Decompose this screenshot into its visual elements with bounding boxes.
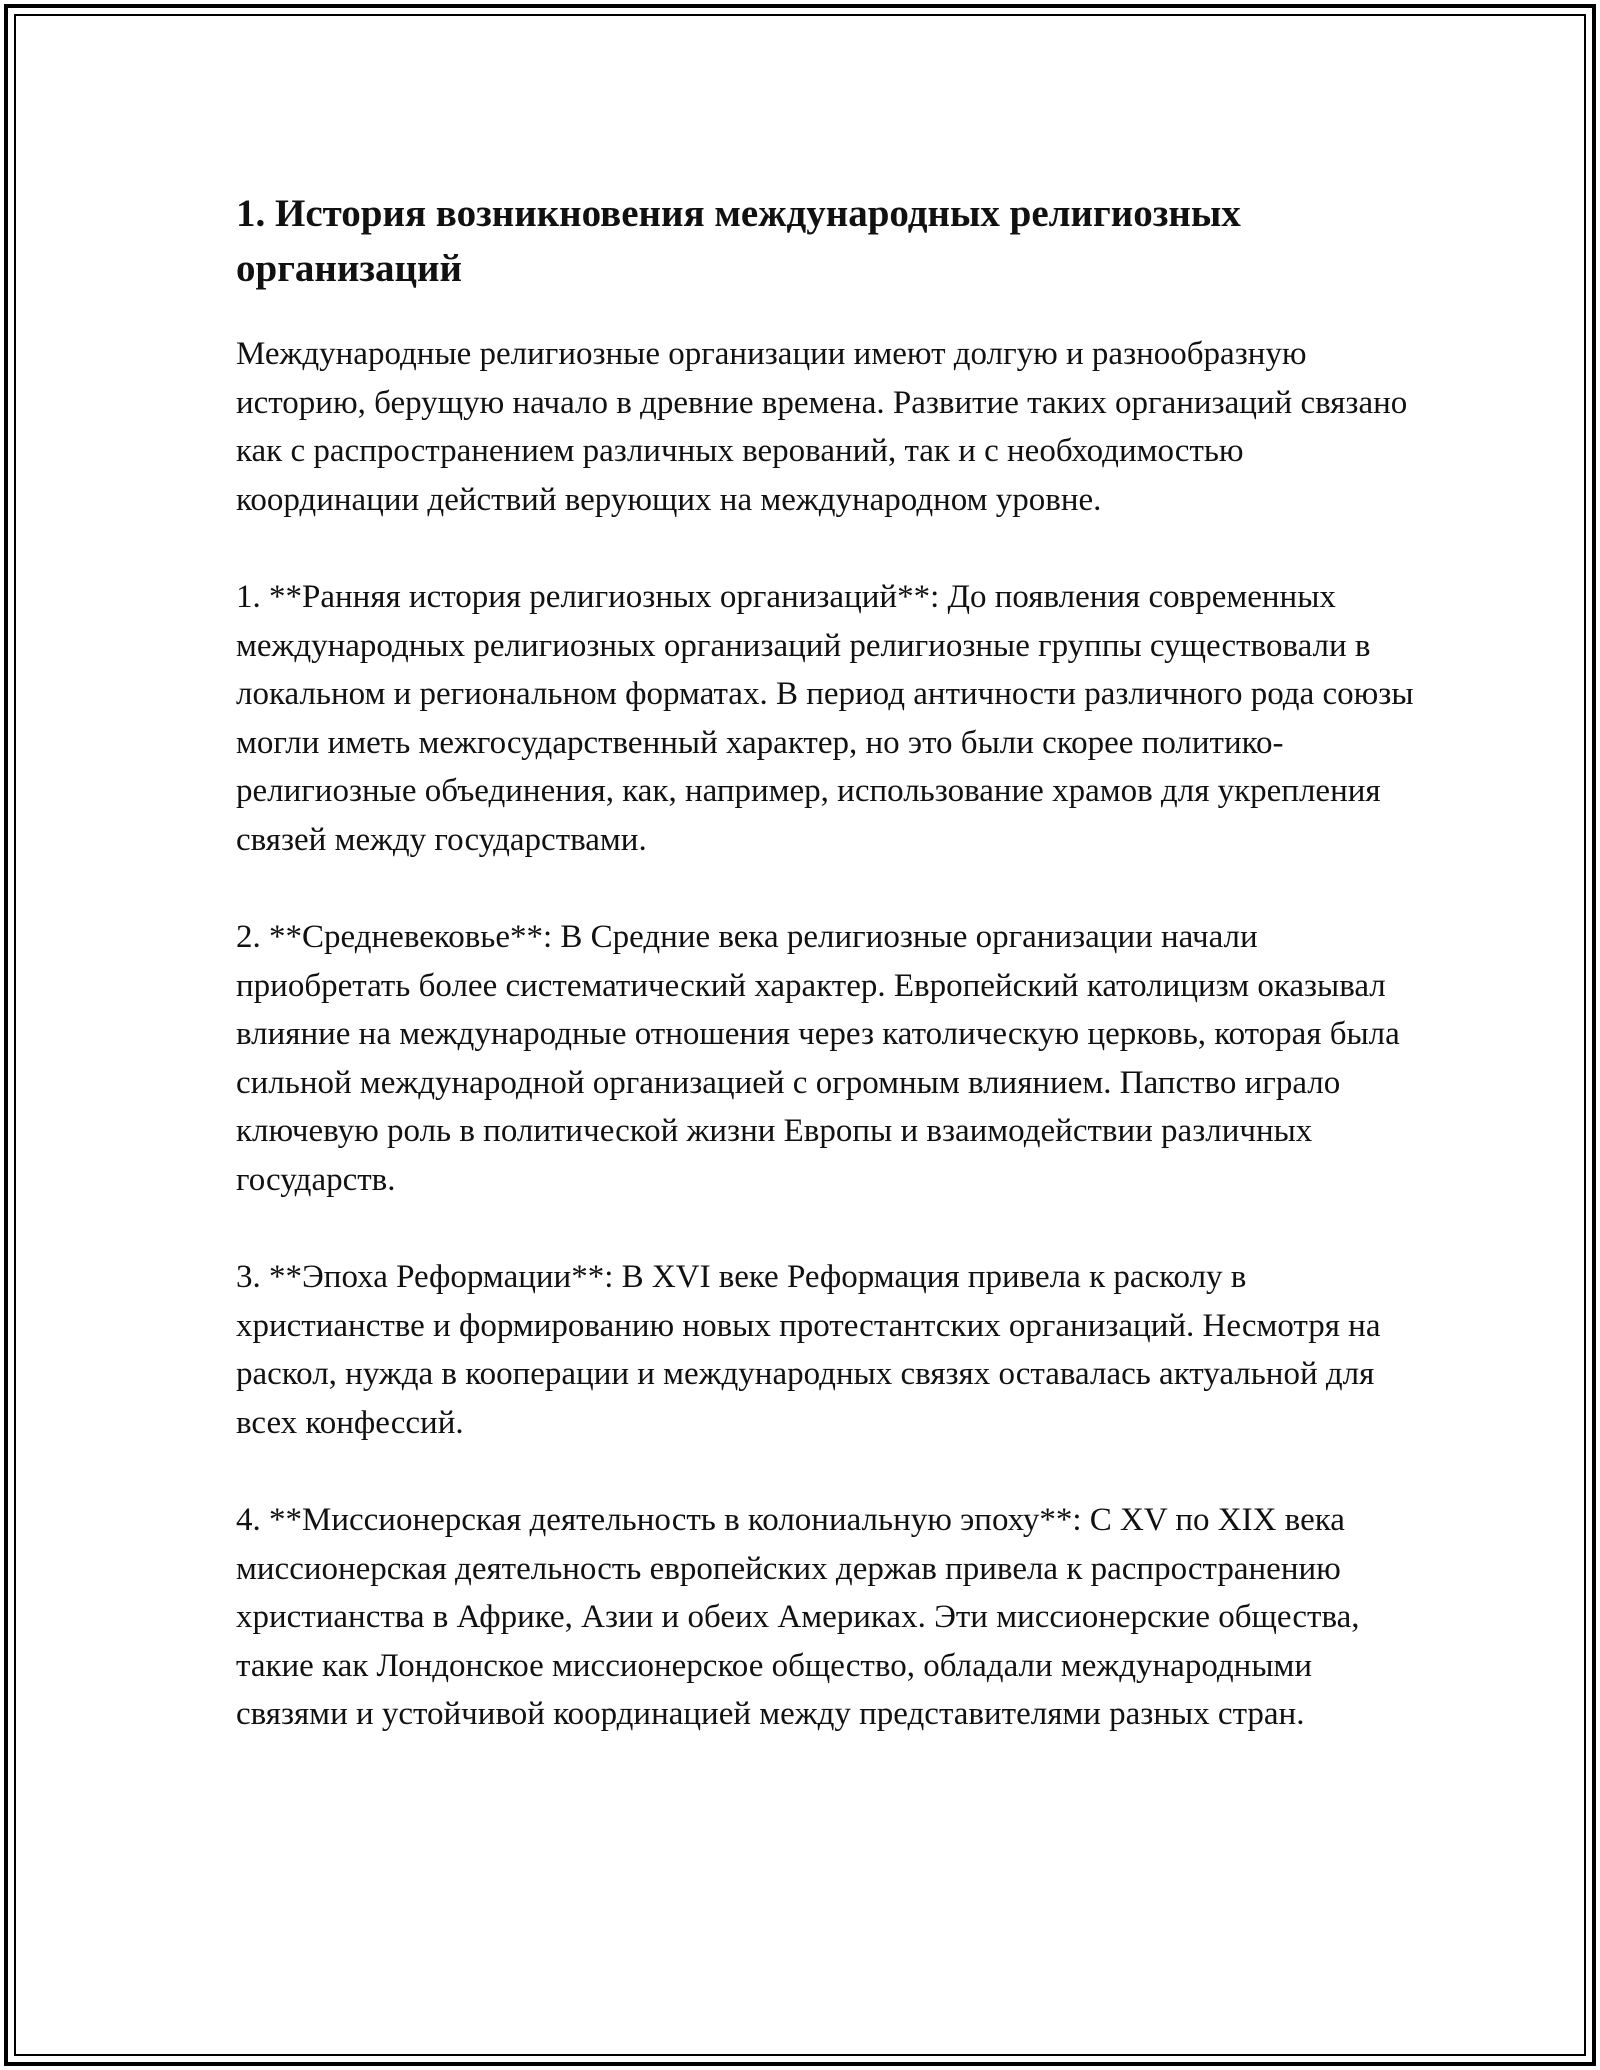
intro-paragraph: Международные религиозные организации имеют долгую и разнообразную историю, берущую начало в древние времена. Развитие таких организаций связано как с распространением различных верований, так и с необходимостью координации действий верующих на международном уровне. (236, 336, 1408, 518)
section-title: 1. История возникновения международных религиозных организаций (236, 192, 1241, 290)
paragraph-middle-ages: 2. **Средневековье**: В Средние века религиозные организации начали приобретать более систематический характер. Европейский католицизм оказывал влияние на международные отношения через католическую церковь, которая была сильной международной организацией с огромным влиянием. Папство играло ключевую роль в политической жизни Европы и взаимодействии различных государств. (236, 919, 1400, 1198)
paragraph-early-history: 1. **Ранняя история религиозных организаций**: До появления современных международных религиозных организаций религиозные группы существовали в локальном и региональном форматах. В период античности различного рода союзы могли иметь межгосударственный характер, но это были скорее политико-религиозные объединения, как, например, использование храмов для укрепления связей между государствами. (236, 579, 1414, 858)
document-body (236, 186, 1416, 1788)
paragraph-reformation: 3. **Эпоха Реформации**: В XVI веке Реформация привела к расколу в христианстве и формированию новых протестантских организаций. Несмотря на раскол, нужда в кооперации и международных связях оставалась актуальной для всех конфессий. (236, 1259, 1381, 1441)
paragraph-missionary: 4. **Миссионерская деятельность в колониальную эпоху**: С XV по XIX века миссионерская деятельность европейских держав привела к распространению христианства в Африке, Азии и обеих Америках. Эти миссионерские общества, такие как Лондонское миссионерское общество, обладали международными связями и устойчивой координацией между представителями разных стран. (236, 1502, 1360, 1732)
